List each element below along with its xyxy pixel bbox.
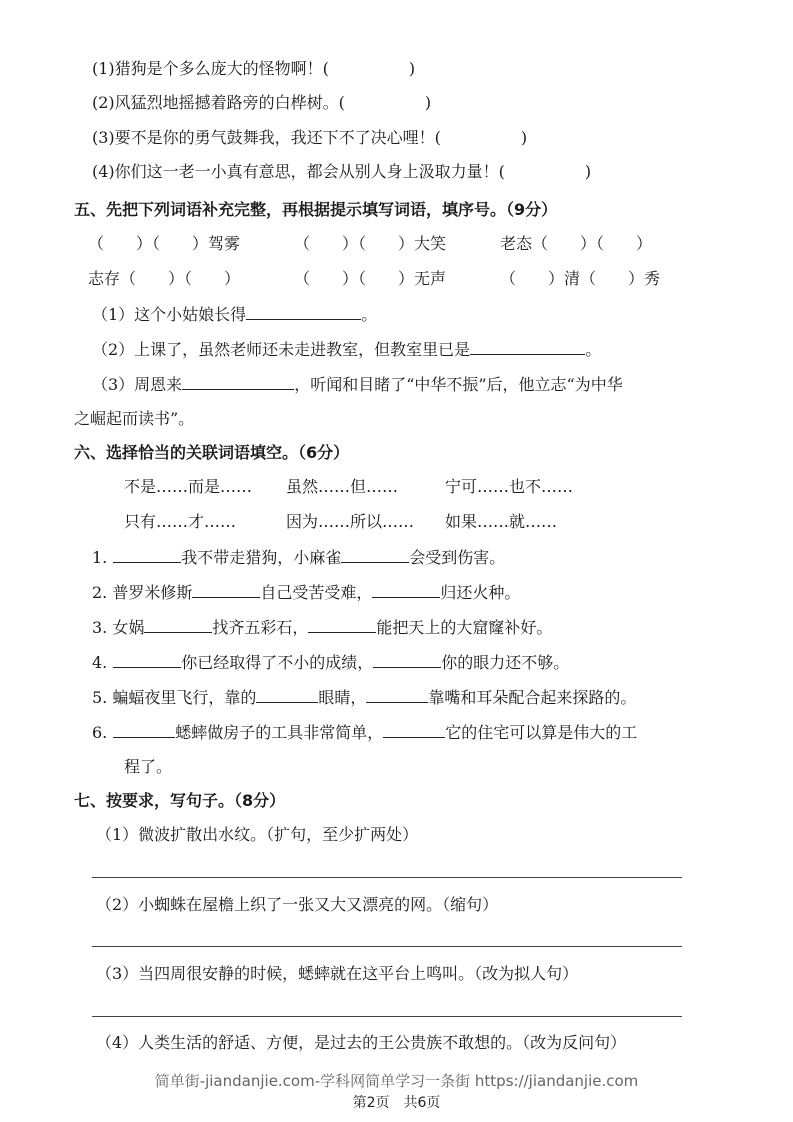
s6-s5-blank-2[interactable]: [366, 686, 428, 703]
s6-s5-blank-1[interactable]: [256, 686, 318, 703]
s6-s3-text-2: 找齐五彩石，: [212, 618, 309, 637]
s5-q1-end: 。: [361, 305, 378, 324]
section5-heading: 五、先把下列词语补充完整，再根据提示填写词语，填序号。（9分）: [74, 200, 558, 219]
s6-s2-text-2: 自己受苦受难，: [260, 583, 373, 602]
footer-watermark: 简单街-jiandanjie.com-学科网简单学习一条街 https://jiandanjie.com: [154, 1072, 639, 1090]
s6-s2-blank-2[interactable]: [372, 581, 440, 598]
s6-s3-end: 能把天上的大窟窿补好。: [376, 618, 553, 637]
s6-sentence-3: [92, 616, 552, 639]
section7-heading: 七、按要求，写句子。（8分）: [74, 791, 286, 810]
s6-s6-text: 蟋蟀做房子的工具非常简单，: [175, 723, 384, 742]
part4-item-1: (1)猎狗是个多么庞大的怪物啊！( ): [92, 59, 416, 78]
s5-word-1: （ ）（ ）驾雾: [88, 234, 241, 253]
s6-s4-text: 你已经取得了不小的成绩，: [181, 653, 374, 672]
s6-s6-num: 6.: [92, 723, 108, 742]
s6-option-2: 虽然……但……: [286, 477, 399, 496]
s6-option-6: 如果……就……: [445, 512, 558, 531]
s6-s2-blank-1[interactable]: [192, 581, 260, 598]
s6-s1-blank-1[interactable]: [113, 546, 181, 563]
s5-q2-blank[interactable]: [470, 338, 585, 355]
s6-s2-end: 归还火种。: [440, 583, 521, 602]
page-number: 第2页 共6页: [352, 1095, 441, 1111]
part4-item-3: (3)要不是你的勇气鼓舞我，我还下不了决心哩！( ): [92, 128, 528, 147]
s7-answer-line-1[interactable]: [92, 877, 682, 878]
s5-question-3: [92, 373, 623, 396]
s6-s1-blank-2[interactable]: [341, 546, 409, 563]
s6-sentence-5: [92, 686, 636, 709]
s6-s5-text-2: 眼睛，: [318, 688, 367, 707]
s6-s3-blank-1[interactable]: [144, 616, 212, 633]
s6-s6-end: 它的住宅可以算是伟大的工: [445, 723, 638, 742]
s7-question-3: （3）当四周很安静的时候，蟋蟀就在这平台上鸣叫。（改为拟人句）: [96, 964, 579, 983]
s5-q2-end: 。: [585, 340, 602, 359]
s6-option-5: 因为……所以……: [286, 512, 415, 531]
s5-q3-text-2: ，听闻和目睹了“中华不振”后，他立志“为中华: [294, 375, 623, 394]
part4-item-2: (2)风猛烈地摇撼着路旁的白桦树。( ): [92, 93, 432, 112]
s7-question-2: （2）小蜘蛛在屋檐上织了一张又大又漂亮的网。（缩句）: [96, 895, 499, 914]
s6-sentence-6-continued: 程了。: [124, 757, 173, 776]
s5-word-4: 志存（ ）（ ）: [88, 269, 241, 288]
s5-word-5: （ ）（ ）无声: [294, 269, 447, 288]
s6-s4-end: 你的眼力还不够。: [441, 653, 570, 672]
part4-item-4: (4)你们这一老一小真有意思，都会从别人身上汲取力量！( ): [92, 162, 592, 181]
s6-sentence-2: [92, 581, 520, 604]
s6-s1-num: 1.: [92, 548, 108, 567]
s6-s6-blank-2[interactable]: [383, 721, 445, 738]
s6-s4-blank-1[interactable]: [113, 651, 181, 668]
s6-sentence-6: [92, 721, 637, 744]
s6-s4-num: 4.: [92, 653, 108, 672]
s6-sentence-4: [92, 651, 569, 674]
s5-word-2: （ ）（ ）大笑: [294, 234, 447, 253]
s6-s2-text: 2. 普罗米修斯: [92, 583, 193, 602]
s6-option-3: 宁可……也不……: [445, 477, 574, 496]
s5-word-6: （ ）清（ ）秀: [500, 269, 661, 288]
s5-q1-text: （1）这个小姑娘长得: [92, 305, 247, 324]
s6-sentence-1: [92, 546, 505, 569]
s5-question-2: [92, 338, 601, 361]
s5-word-3: 老态（ ）（ ）: [500, 234, 653, 253]
section6-heading: 六、选择恰当的关联词语填空。（6分）: [74, 443, 350, 462]
s5-q3-blank[interactable]: [182, 373, 294, 390]
s7-question-4: （4）人类生活的舒适、方便，是过去的王公贵族不敢想的。（改为反问句）: [96, 1033, 627, 1052]
s5-q3-text: （3）周恩来: [92, 375, 183, 394]
s6-s6-blank-1[interactable]: [113, 721, 175, 738]
s6-s1-end: 会受到伤害。: [409, 548, 506, 567]
s7-question-1: （1）微波扩散出水纹。（扩句，至少扩两处）: [96, 825, 419, 844]
s5-q3-continued: 之崛起而读书”。: [74, 409, 195, 428]
s5-q1-blank[interactable]: [246, 303, 361, 320]
s6-option-1: 不是……而是……: [124, 477, 253, 496]
s6-s5-end: 靠嘴和耳朵配合起来探路的。: [428, 688, 637, 707]
s6-s5-text: 5. 蝙蝠夜里飞行，靠的: [92, 688, 257, 707]
s6-s3-text: 3. 女娲: [92, 618, 145, 637]
s5-question-1: [92, 303, 377, 326]
s5-q2-text: （2）上课了，虽然老师还未走进教室，但教室里已是: [92, 340, 471, 359]
s6-s1-text: 我不带走猎狗，小麻雀: [181, 548, 342, 567]
s6-s3-blank-2[interactable]: [308, 616, 376, 633]
s7-answer-line-3[interactable]: [92, 1016, 682, 1017]
s6-s4-blank-2[interactable]: [373, 651, 441, 668]
s6-option-4: 只有……才……: [124, 512, 237, 531]
s7-answer-line-2[interactable]: [92, 946, 682, 947]
